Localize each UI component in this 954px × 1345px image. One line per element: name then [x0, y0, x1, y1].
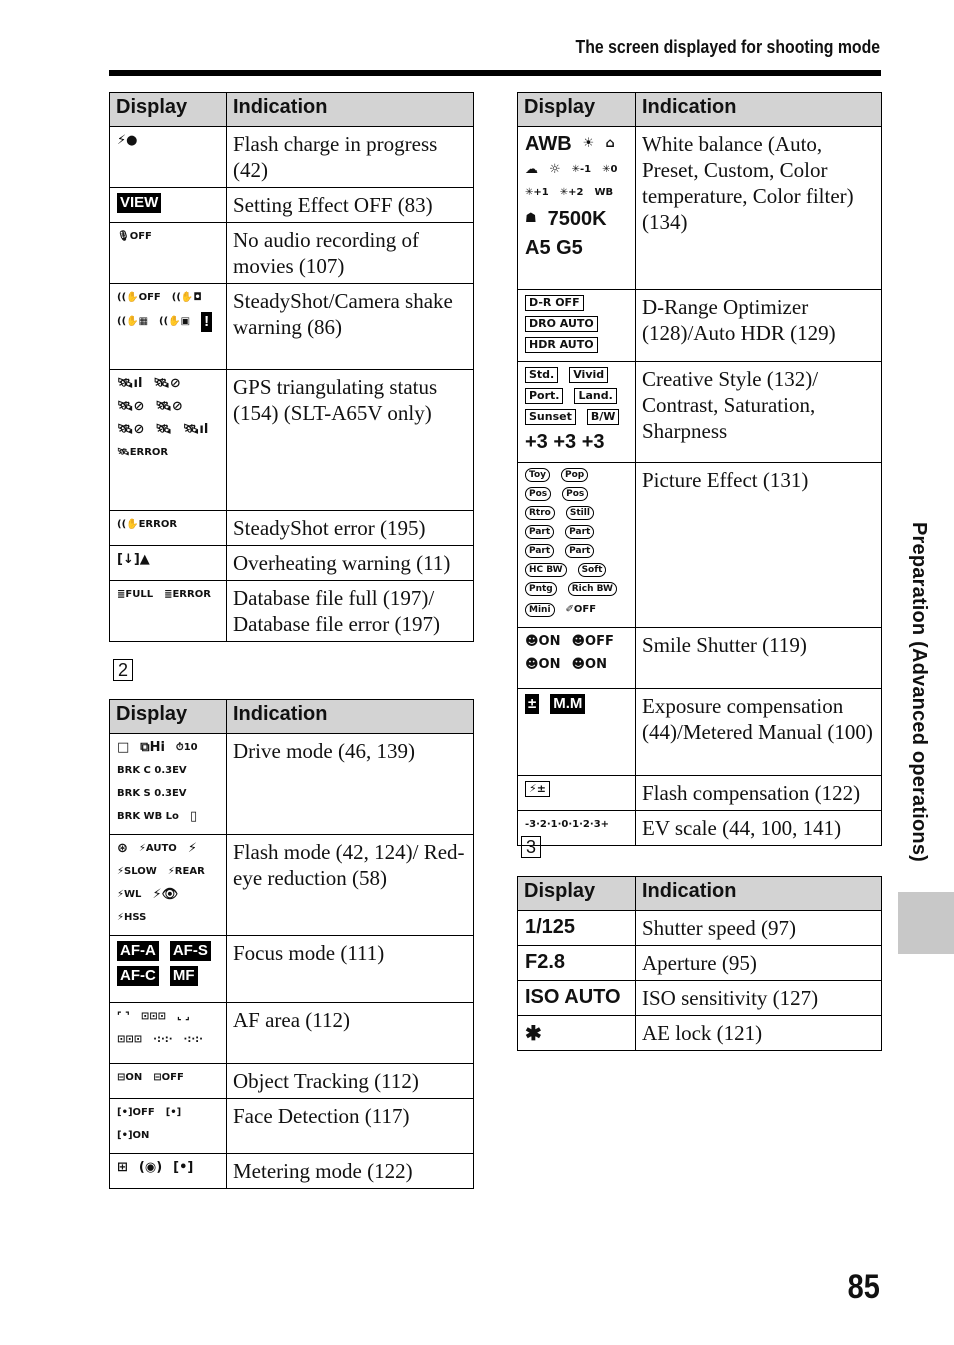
rich-tone-mono-icon: Rich BW — [568, 582, 617, 596]
toy-camera-icon: Toy — [525, 468, 550, 482]
fluorescent-icon: ✳+1 — [525, 187, 549, 198]
indication-text: Exposure compensation (44)/Metered Manual (100) — [636, 689, 882, 776]
table-row — [110, 127, 474, 188]
indication-text: Aperture (95) — [636, 946, 882, 981]
header-rule — [109, 70, 881, 76]
picture-effect-off-icon: ✐OFF — [565, 604, 597, 615]
smile-shutter-on-icon: ☻ON — [571, 657, 607, 672]
section-label-2: 2 — [113, 659, 133, 681]
indication-text: D-Range Optimizer (128)/Auto HDR (129) — [636, 290, 882, 362]
fluorescent-icon: ✳+2 — [559, 187, 584, 198]
indication-text: Object Tracking (112) — [227, 1064, 474, 1099]
indication-text: Smile Shutter (119) — [636, 628, 882, 689]
bracket-continuous-icon: BRK C 0.3EV — [117, 765, 187, 776]
iso-value: ISO AUTO — [525, 986, 621, 1008]
aperture-value: F2.8 — [525, 951, 566, 973]
af-zone-icon: ⊡⊡⊡ — [140, 1011, 166, 1022]
af-c-icon: AF-C — [117, 966, 159, 986]
table-row — [110, 511, 474, 546]
camera-shake-warning-icon: ! — [201, 312, 212, 332]
table-row — [518, 776, 882, 811]
table-display-4 — [517, 876, 882, 1051]
table-row — [110, 835, 474, 936]
bracket-wb-icon: BRK WB Lo — [117, 811, 179, 822]
bracket-single-icon: BRK S 0.3EV — [117, 788, 187, 799]
flash-rear-icon: ⚡REAR — [167, 866, 205, 877]
single-shot-icon: □ — [117, 740, 130, 755]
mic-off-icon: 🎙OFF — [117, 231, 152, 242]
flash-compensation-icon: ⚡± — [525, 781, 550, 797]
face-registration-icon: [•] — [165, 1107, 182, 1118]
column-header-display: Display — [518, 93, 636, 127]
indication-text: AE lock (121) — [636, 1016, 882, 1051]
fluorescent-icon: ✳0 — [602, 164, 618, 175]
table-row — [110, 284, 474, 370]
flash-charge-icon: ⚡● — [117, 133, 138, 148]
ev-scale-icon: -3·2·1·0·1·2·3+ — [525, 819, 610, 830]
daylight-icon: ☀ — [582, 136, 595, 151]
face-detection-off-icon: [•]OFF — [117, 1107, 155, 1118]
indication-text: Shutter speed (97) — [636, 911, 882, 946]
table-row — [518, 811, 882, 846]
overheating-icon: [↓]▲ — [117, 552, 150, 567]
portrait-style-icon: Port. — [525, 388, 563, 404]
pop-color-icon: Pop — [561, 468, 588, 482]
standard-style-icon: Std. — [525, 367, 558, 383]
table-row — [110, 581, 474, 642]
flash-off-icon: ⊛ — [117, 841, 128, 856]
indication-text: GPS triangulating status (154) (SLT-A65V only) — [227, 370, 474, 511]
spot-metering-icon: [•] — [173, 1160, 194, 1175]
indication-text: Overheating warning (11) — [227, 546, 474, 581]
indication-text: Flash mode (42, 124)/ Red-eye reduction (58) — [227, 835, 474, 936]
indication-text: ISO sensitivity (127) — [636, 981, 882, 1016]
remote-commander-icon: ▯ — [189, 809, 198, 824]
table-display-1 — [109, 92, 474, 642]
bw-style-icon: B/W — [587, 409, 620, 425]
page-number: 85 — [847, 1268, 880, 1306]
awb-icon: AWB — [525, 133, 572, 155]
table-row — [110, 370, 474, 511]
ae-lock-icon: ✱ — [525, 1023, 542, 1045]
table-row — [110, 1099, 474, 1154]
high-contrast-mono-icon: HC BW — [525, 563, 567, 577]
exposure-compensation-icon: ± — [525, 694, 539, 714]
af-wide-icon: ⌞ ⌟ — [177, 1011, 190, 1022]
column-header-display: Display — [110, 700, 227, 734]
side-tab-marker — [898, 892, 954, 954]
page-header-title: The screen displayed for shooting mode — [575, 37, 880, 57]
steadyshot-camera-icon: ((✋◘ — [171, 292, 202, 303]
table-row — [110, 734, 474, 835]
incandescent-icon: ☼ — [549, 162, 561, 177]
table-row — [518, 362, 882, 463]
af-s-icon: AF-S — [170, 941, 211, 961]
gps-no-signal-icon: 🛰⊘ — [117, 399, 145, 414]
painting-icon: Pntg — [525, 582, 557, 596]
color-temperature-icon: 7500K — [547, 208, 607, 230]
table-row — [110, 546, 474, 581]
indication-text: Face Detection (117) — [227, 1099, 474, 1154]
metered-manual-icon: M.M — [550, 694, 585, 714]
indication-text: Drive mode (46, 139) — [227, 734, 474, 835]
steadyshot-sweep-icon: ((✋▣ — [159, 316, 191, 327]
gps-no-signal-icon: 🛰⊘ — [155, 399, 183, 414]
face-detection-on-icon: [•]ON — [117, 1130, 150, 1141]
flash-wb-icon: WB — [594, 187, 614, 198]
table-row — [518, 946, 882, 981]
indication-text: White balance (Auto, Preset, Custom, Color temperature, Color filter) (134) — [636, 127, 882, 290]
af-local-icon: ·:·:· — [183, 1034, 203, 1045]
indication-text: Focus mode (111) — [227, 936, 474, 1003]
d-range-off-icon: D-R OFF — [525, 295, 584, 311]
posterization-icon: Pos — [525, 487, 551, 501]
indication-text: SteadyShot/Camera shake warning (86) — [227, 284, 474, 370]
multi-segment-metering-icon: ⊞ — [117, 1160, 128, 1175]
section-label-3: 3 — [521, 836, 541, 858]
table-row — [518, 463, 882, 628]
table-row — [110, 936, 474, 1003]
indication-text: Metering mode (122) — [227, 1154, 474, 1189]
gps-signal-icon: 🛰ıl — [117, 376, 143, 391]
self-timer-icon: ⏱10 — [175, 742, 198, 753]
sunset-style-icon: Sunset — [525, 409, 576, 425]
cloudy-icon: ☁ — [525, 162, 538, 177]
color-filter-icon: A5 G5 — [525, 237, 583, 259]
gps-signal-icon: 🛰ıl — [182, 422, 209, 437]
column-header-indication: Indication — [227, 93, 474, 127]
table-row — [518, 911, 882, 946]
custom-wb-icon: ☗ — [525, 211, 537, 226]
continuous-hi-icon: ⧉Hi — [140, 740, 165, 755]
database-full-icon: ≣FULL — [117, 589, 154, 600]
view-icon: VIEW — [117, 193, 161, 213]
partial-color-icon: Part — [525, 525, 554, 539]
partial-color-icon: Part — [565, 544, 594, 558]
red-eye-icon: ⚡👁 — [152, 887, 179, 902]
smile-shutter-on-icon: ☻ON — [525, 634, 561, 649]
indication-text: SteadyShot error (195) — [227, 511, 474, 546]
indication-text: Setting Effect OFF (83) — [227, 188, 474, 223]
vivid-style-icon: Vivid — [569, 367, 608, 383]
steadyshot-off-icon: ((✋OFF — [117, 292, 161, 303]
flash-slow-icon: ⚡SLOW — [117, 866, 157, 877]
hdr-auto-icon: HDR AUTO — [525, 337, 598, 353]
retro-photo-icon: Rtro — [525, 506, 555, 520]
database-error-icon: ≣ERROR — [164, 589, 211, 600]
gps-no-signal-icon: 🛰⊘ — [117, 422, 145, 437]
indication-text: Picture Effect (131) — [636, 463, 882, 628]
steadyshot-error-icon: ((✋ERROR — [117, 519, 178, 530]
indication-text: Flash charge in progress (42) — [227, 127, 474, 188]
gps-error-icon: 🛰ERROR — [117, 447, 169, 458]
table-row — [110, 1154, 474, 1189]
indication-text: Flash compensation (122) — [636, 776, 882, 811]
gps-no-signal-icon: 🛰⊘ — [153, 376, 181, 391]
af-wide-icon: ⌜ ⌝ — [117, 1011, 130, 1022]
af-zone-icon: ⊡⊡⊡ — [117, 1034, 143, 1045]
table-row — [110, 1064, 474, 1099]
table-display-2 — [109, 699, 474, 1189]
column-header-display: Display — [518, 877, 636, 911]
table-row — [110, 188, 474, 223]
flash-auto-icon: ⚡AUTO — [138, 843, 177, 854]
style-adjustment-values: +3 +3 +3 — [525, 431, 605, 453]
indication-text: No audio recording of movies (107) — [227, 223, 474, 284]
table-row — [518, 981, 882, 1016]
indication-text: Creative Style (132)/ Contrast, Saturation, Sharpness — [636, 362, 882, 463]
shutter-speed-value: 1/125 — [525, 916, 576, 938]
column-header-indication: Indication — [636, 93, 882, 127]
manual-focus-icon: MF — [170, 966, 198, 986]
table-row — [518, 689, 882, 776]
shade-icon: ⌂ — [605, 136, 615, 151]
indication-text: Database file full (197)/ Database file error (197) — [227, 581, 474, 642]
miniature-icon: Mini — [525, 603, 555, 617]
smile-shutter-on-icon: ☻ON — [525, 657, 561, 672]
table-row — [518, 290, 882, 362]
table-row — [518, 628, 882, 689]
landscape-style-icon: Land. — [574, 388, 616, 404]
flash-fill-icon: ⚡ — [187, 841, 197, 856]
indication-text: EV scale (44, 100, 141) — [636, 811, 882, 846]
posterization-icon: Pos — [562, 487, 588, 501]
partial-color-icon: Part — [565, 525, 594, 539]
fluorescent-icon: ✳-1 — [571, 164, 592, 175]
table-row — [518, 1016, 882, 1051]
column-header-indication: Indication — [636, 877, 882, 911]
soft-focus-icon: Soft — [578, 563, 607, 577]
table-display-3 — [517, 92, 882, 846]
flash-hss-icon: ⚡HSS — [117, 912, 147, 923]
column-header-display: Display — [110, 93, 227, 127]
table-row — [110, 223, 474, 284]
indication-text: AF area (112) — [227, 1003, 474, 1064]
steadyshot-movie-icon: ((✋▦ — [117, 316, 149, 327]
high-key-icon: Still — [566, 506, 594, 520]
partial-color-icon: Part — [525, 544, 554, 558]
table-row — [518, 127, 882, 290]
smile-shutter-off-icon: ☻OFF — [571, 634, 614, 649]
gps-satellite-icon: 🛰 — [155, 422, 172, 437]
object-tracking-off-icon: ⊟OFF — [153, 1072, 184, 1083]
center-weighted-metering-icon: (◉) — [138, 1160, 163, 1175]
side-tab-label: Preparation (Advanced operations) — [908, 522, 930, 862]
object-tracking-on-icon: ⊟ON — [117, 1072, 143, 1083]
af-spot-icon: ·:·:· — [153, 1034, 173, 1045]
flash-wireless-icon: ⚡WL — [117, 889, 142, 900]
table-row — [110, 1003, 474, 1064]
af-a-icon: AF-A — [117, 941, 159, 961]
column-header-indication: Indication — [227, 700, 474, 734]
dro-auto-icon: DRO AUTO — [525, 316, 598, 332]
